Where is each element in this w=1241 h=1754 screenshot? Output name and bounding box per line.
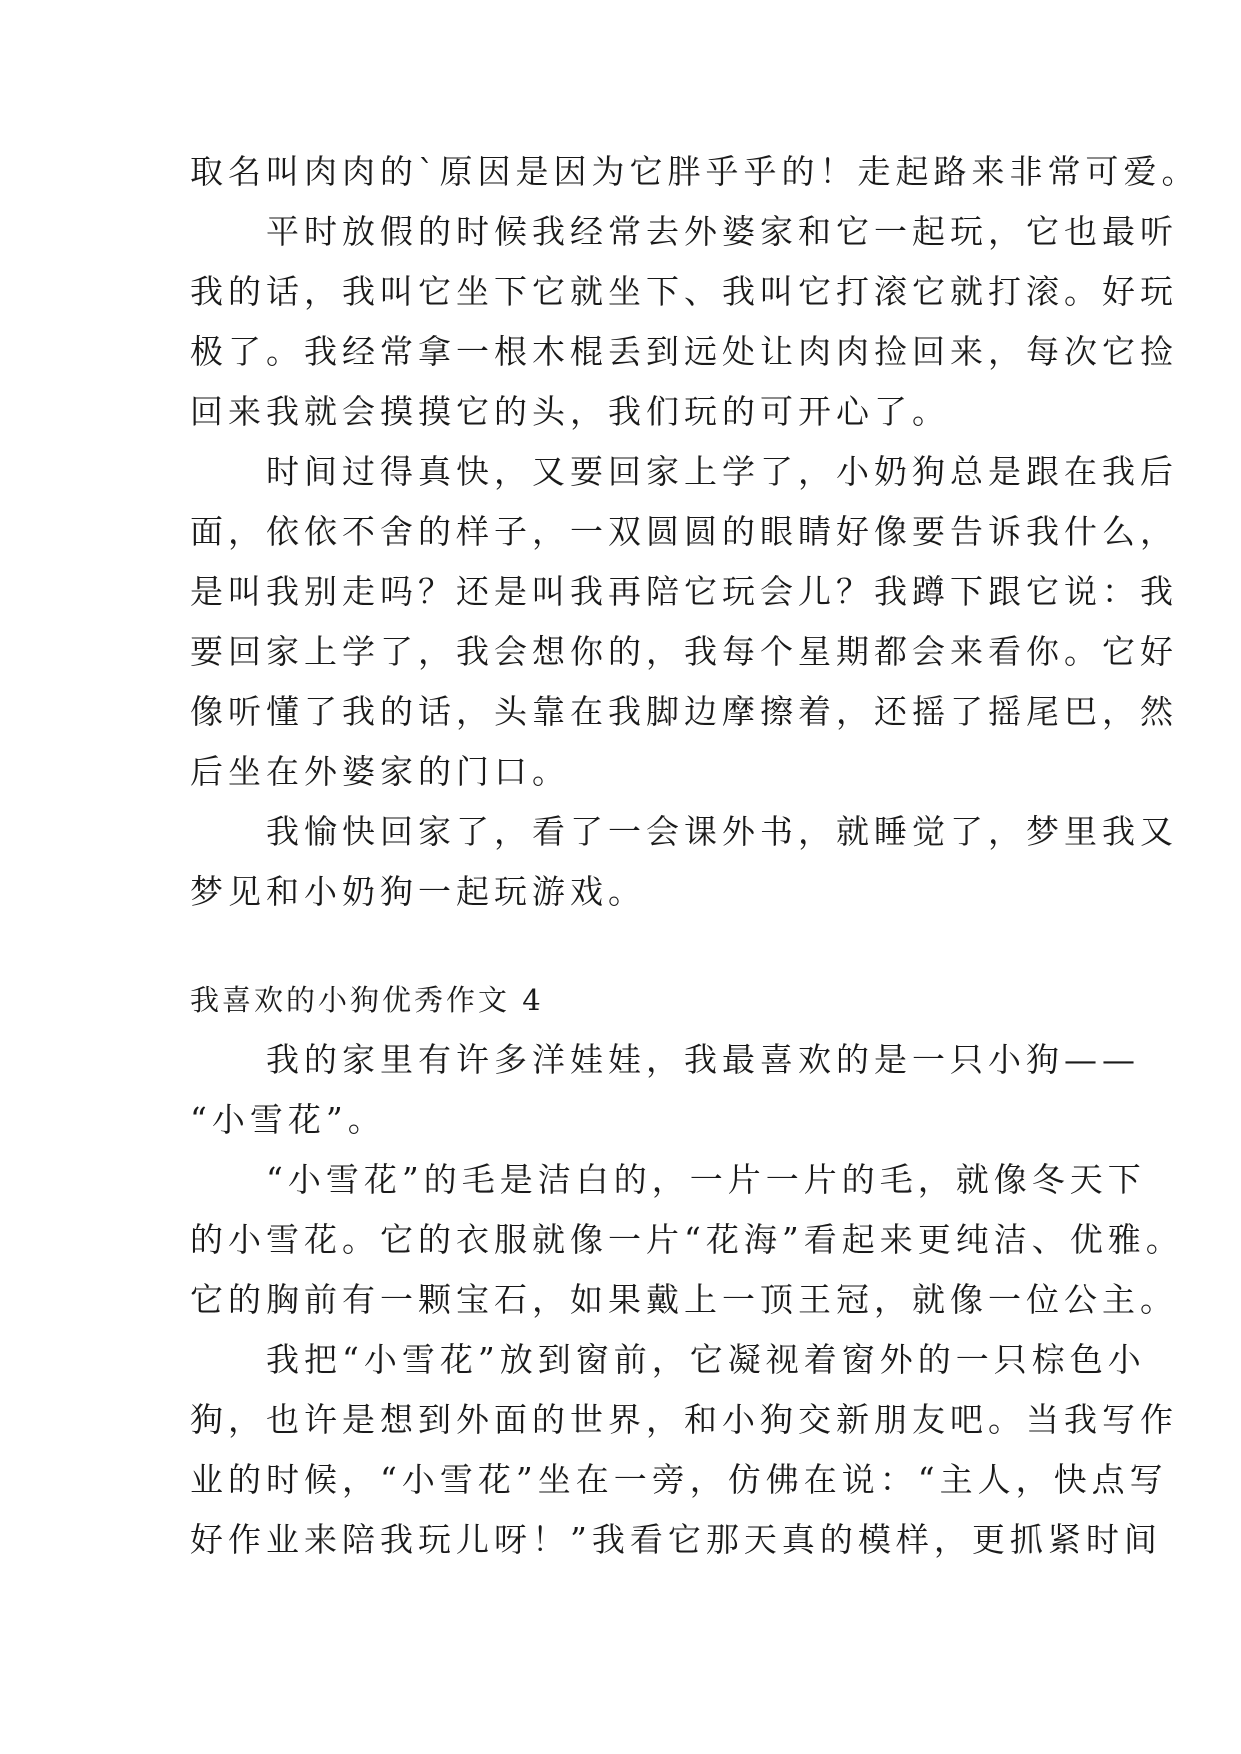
text-line: 我愉快回家了，看了一会课外书，就睡觉了，梦里我又 [190,812,1178,851]
text-line: 我把“小雪花”放到窗前，它凝视着窗外的一只棕色小 [190,1340,1146,1379]
text-line: 我的话，我叫它坐下它就坐下、我叫它打滚它就打滚。好玩 [190,272,1178,311]
text-line: 面，依依不舍的样子，一双圆圆的眼睛好像要告诉我什么， [190,512,1178,551]
text-line: 业的时候，“小雪花”坐在一旁，仿佛在说：“主人，快点写 [190,1460,1168,1499]
text-line: 狗，也许是想到外面的世界，和小狗交新朋友吧。当我写作 [190,1400,1178,1439]
text-line: 极了。我经常拿一根木棍丢到远处让肉肉捡回来，每次它捡 [190,332,1178,371]
text-line: 时间过得真快，又要回家上学了，小奶狗总是跟在我后 [190,452,1178,491]
text-line: 好作业来陪我玩儿呀！”我看它那天真的模样，更抓紧时间 [190,1520,1162,1559]
text-line: 是叫我别走吗？还是叫我再陪它玩会儿？我蹲下跟它说：我 [190,572,1178,611]
text-line: 它的胸前有一颗宝石，如果戴上一顶王冠，就像一位公主。 [190,1280,1178,1319]
text-line: “小雪花”。 [190,1100,386,1139]
text-line: 像听懂了我的话，头靠在我脚边摩擦着，还摇了摇尾巴，然 [190,692,1178,731]
section-title: 我喜欢的小狗优秀作文 4 [190,983,544,1017]
text-line: 平时放假的时候我经常去外婆家和它一起玩，它也最听 [190,212,1178,251]
text-line: 要回家上学了，我会想你的，我每个星期都会来看你。它好 [190,632,1178,671]
text-line: 的小雪花。它的衣服就像一片“花海”看起来更纯洁、优雅。 [190,1220,1184,1259]
text-line: 我的家里有许多洋娃娃，我最喜欢的是一只小狗—— [190,1040,1140,1079]
text-line: 回来我就会摸摸它的头，我们玩的可开心了。 [190,392,950,431]
text-line: “小雪花”的毛是洁白的，一片一片的毛，就像冬天下 [190,1160,1146,1199]
text-line: 后坐在外婆家的门口。 [190,752,570,791]
text-line: 取名叫肉肉的`原因是因为它胖乎乎的！走起路来非常可爱。 [190,152,1200,191]
text-line: 梦见和小奶狗一起玩游戏。 [190,872,646,911]
